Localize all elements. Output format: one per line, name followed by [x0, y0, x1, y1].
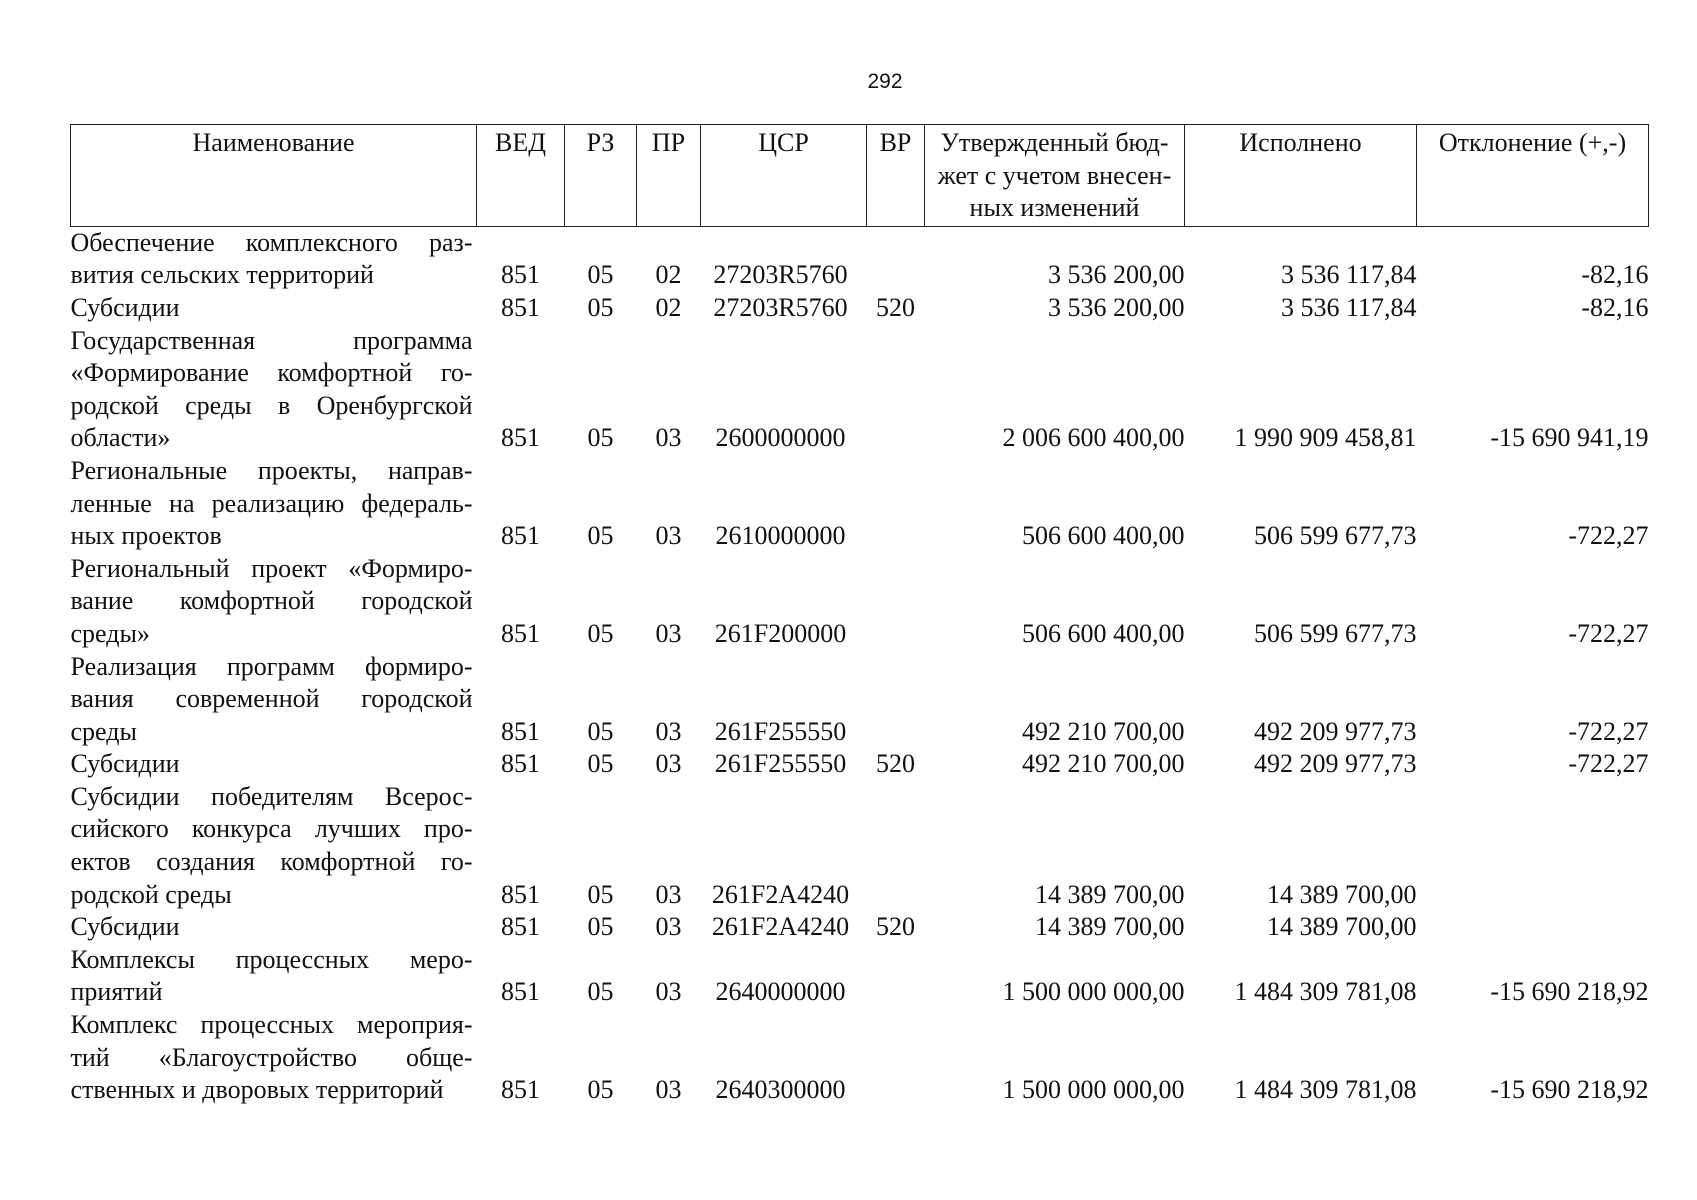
row-executed: 1 484 309 781,08	[1234, 977, 1417, 1007]
row-rz: 05	[587, 260, 614, 290]
row-executed: 506 599 677,73	[1254, 618, 1417, 648]
row-approved: 14 389 700,00	[1035, 879, 1185, 909]
table-row	[71, 944, 1649, 1009]
table-row	[71, 781, 1649, 911]
row-csr: 261F2A4240	[711, 879, 850, 909]
row-pr: 03	[655, 1075, 682, 1105]
row-deviation: -722,27	[1568, 521, 1649, 551]
row-rz: 05	[587, 977, 614, 1007]
row-rz: 05	[587, 521, 614, 551]
row-vr	[867, 944, 925, 1009]
row-vr	[867, 553, 925, 651]
row-deviation	[1417, 781, 1649, 911]
row-pr: 03	[655, 521, 682, 551]
row-ved: 851	[501, 749, 540, 779]
row-rz: 05	[587, 423, 614, 453]
header-csr: ЦСР	[701, 125, 867, 227]
row-csr: 261F200000	[714, 618, 847, 648]
row-vr	[867, 1009, 925, 1107]
row-executed: 506 599 677,73	[1254, 521, 1417, 551]
row-executed: 492 209 977,73	[1254, 749, 1417, 779]
row-approved: 1 500 000 000,00	[1002, 977, 1185, 1007]
row-deviation: -82,16	[1581, 292, 1649, 322]
row-rz: 05	[587, 292, 614, 322]
row-approved: 3 536 200,00	[1048, 260, 1185, 290]
row-csr: 2640300000	[715, 1075, 846, 1105]
row-deviation: -15 690 218,92	[1490, 977, 1649, 1007]
row-rz: 05	[587, 716, 614, 746]
row-vr: 520	[876, 749, 915, 779]
table-row	[71, 455, 1649, 553]
header-deviation: Отклонение (+,-)	[1417, 125, 1649, 227]
row-name: Региональный проект «Формиро-вание комфортной городской среды»	[70, 553, 473, 648]
row-csr: 2640000000	[715, 977, 846, 1007]
header-approved-budget: Утвержденный бюд-жет с учетом внесен-ных изменений	[925, 125, 1185, 227]
row-approved: 492 210 700,00	[1022, 749, 1185, 779]
row-name: Комплексы процессных меро-приятий	[70, 944, 473, 1007]
row-approved: 1 500 000 000,00	[1002, 1075, 1185, 1105]
row-rz: 05	[587, 912, 614, 942]
row-approved: 3 536 200,00	[1048, 292, 1185, 322]
row-rz: 05	[587, 749, 614, 779]
row-name: Региональные проекты, направ-ленные на реализацию федераль-ных проектов	[70, 455, 473, 551]
row-deviation: -82,16	[1581, 260, 1649, 290]
row-vr	[867, 226, 925, 292]
row-pr: 03	[655, 879, 682, 909]
header-executed: Исполнено	[1185, 125, 1417, 227]
row-approved: 2 006 600 400,00	[1002, 423, 1185, 453]
row-name: Обеспечение комплексного раз-вития сельских территорий	[70, 227, 473, 290]
row-executed: 492 209 977,73	[1254, 716, 1417, 746]
row-pr: 02	[655, 260, 682, 290]
row-deviation: -15 690 218,92	[1490, 1075, 1649, 1105]
row-ved: 851	[501, 260, 540, 290]
row-pr: 03	[655, 749, 682, 779]
row-csr: 27203R5760	[713, 292, 848, 322]
row-rz: 05	[587, 1075, 614, 1105]
row-approved: 506 600 400,00	[1022, 521, 1185, 551]
row-pr: 03	[655, 912, 682, 942]
row-rz: 05	[587, 879, 614, 909]
table-row	[71, 748, 1649, 781]
row-pr: 02	[655, 292, 682, 322]
row-ved: 851	[501, 912, 540, 942]
row-approved: 492 210 700,00	[1022, 716, 1185, 746]
row-name: Субсидии	[70, 912, 180, 942]
row-executed: 1 990 909 458,81	[1234, 423, 1417, 453]
row-vr	[867, 651, 925, 749]
table-row	[71, 292, 1649, 325]
row-executed: 14 389 700,00	[1267, 879, 1417, 909]
row-csr: 261F255550	[714, 716, 847, 746]
row-ved: 851	[501, 521, 540, 551]
row-rz: 05	[587, 618, 614, 648]
header-rz: РЗ	[565, 125, 637, 227]
row-ved: 851	[501, 977, 540, 1007]
row-ved: 851	[501, 716, 540, 746]
page-number: 292	[867, 70, 903, 93]
header-vr: ВР	[867, 125, 925, 227]
row-name: Субсидии победителям Всерос-сийского конкурса лучших про-ектов создания комфортной го-родской среды	[70, 781, 473, 909]
header-ved: ВЕД	[477, 125, 565, 227]
budget-table	[70, 124, 1649, 1107]
row-name: Комплекс процессных мероприя-тий «Благоустройство обще-ственных и дворовых территорий	[70, 1010, 473, 1105]
row-ved: 851	[501, 879, 540, 909]
row-deviation: -722,27	[1568, 618, 1649, 648]
row-csr: 2600000000	[715, 423, 846, 453]
row-ved: 851	[501, 1075, 540, 1105]
row-vr: 520	[876, 292, 915, 322]
row-csr: 27203R5760	[713, 260, 848, 290]
row-approved: 14 389 700,00	[1035, 912, 1185, 942]
row-ved: 851	[501, 423, 540, 453]
header-pr: ПР	[637, 125, 701, 227]
row-executed: 3 536 117,84	[1280, 260, 1417, 290]
row-deviation: -722,27	[1568, 716, 1649, 746]
row-executed: 14 389 700,00	[1267, 912, 1417, 942]
row-vr	[867, 781, 925, 911]
row-approved: 506 600 400,00	[1022, 618, 1185, 648]
row-name: Реализация программ формиро-вания современной городской среды	[70, 651, 473, 746]
row-csr: 261F2A4240	[711, 912, 850, 942]
row-executed: 3 536 117,84	[1280, 292, 1417, 322]
header-row	[71, 125, 1649, 227]
row-deviation: -15 690 941,19	[1490, 423, 1649, 453]
row-name: Субсидии	[70, 749, 180, 779]
row-ved: 851	[501, 618, 540, 648]
row-name: Государственная программа «Формирование комфортной го-родской среды в Оренбургской области»	[70, 325, 473, 453]
row-executed: 1 484 309 781,08	[1234, 1075, 1417, 1105]
header-name: Наименование	[71, 125, 477, 227]
row-pr: 03	[655, 618, 682, 648]
row-vr	[867, 325, 925, 455]
row-vr	[867, 455, 925, 553]
table-row	[71, 1009, 1649, 1107]
row-name: Субсидии	[70, 292, 180, 322]
row-pr: 03	[655, 977, 682, 1007]
table-row	[71, 651, 1649, 749]
row-deviation	[1417, 911, 1649, 944]
table-row	[71, 325, 1649, 455]
row-ved: 851	[501, 292, 540, 322]
table-row	[71, 911, 1649, 944]
row-deviation: -722,27	[1568, 749, 1649, 779]
row-csr: 261F255550	[714, 749, 847, 779]
row-pr: 03	[655, 716, 682, 746]
row-pr: 03	[655, 423, 682, 453]
row-vr: 520	[876, 912, 915, 942]
table-row	[71, 553, 1649, 651]
table-row	[71, 226, 1649, 292]
row-csr: 2610000000	[715, 521, 846, 551]
